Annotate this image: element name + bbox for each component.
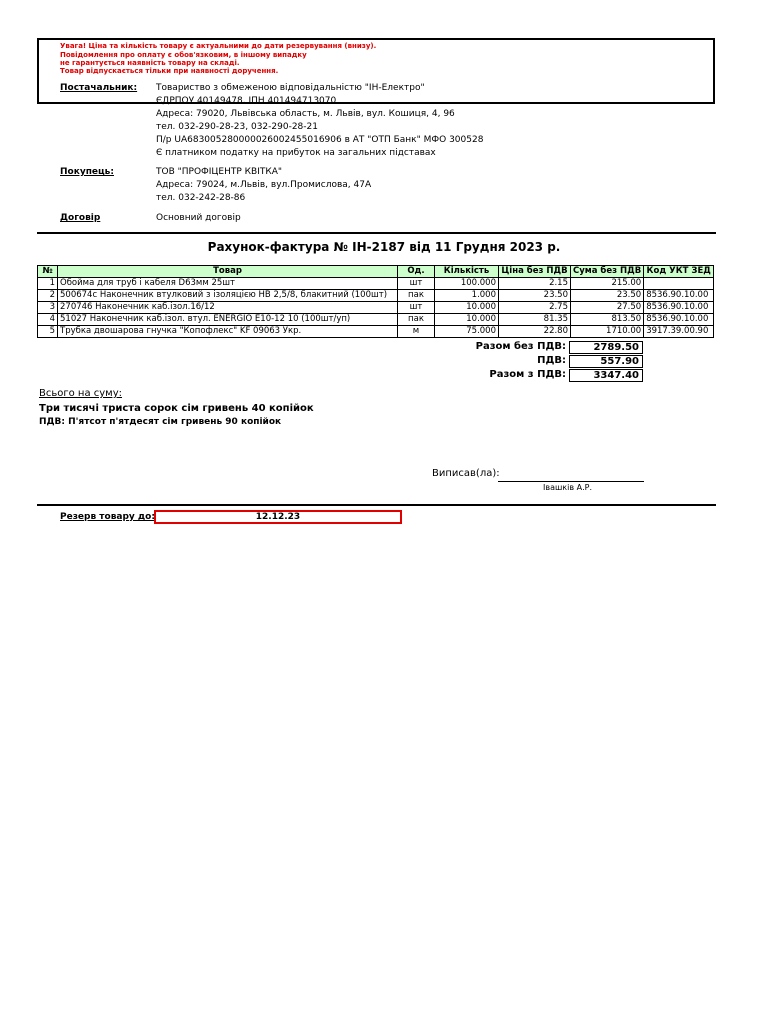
- table-header-row: [38, 266, 714, 278]
- sum-words-total: Три тисячі триста сорок сім гривень 40 копійок: [39, 403, 314, 414]
- supplier-line: Є платником податку на прибуток на загальних підставах: [156, 148, 436, 158]
- col-header-unit: Од.: [398, 266, 435, 278]
- divider: [37, 232, 716, 234]
- row-price: 81.35: [499, 314, 571, 326]
- row-unit: м: [398, 326, 435, 338]
- row-unit: пак: [398, 314, 435, 326]
- signature-line: [498, 481, 644, 482]
- col-header-number: №: [38, 266, 58, 278]
- vat-value: 557.90: [569, 355, 643, 368]
- total-without-vat-value: 2789.50: [569, 341, 643, 354]
- items-table: [37, 265, 714, 338]
- reserve-date: 12.12.23: [154, 510, 402, 524]
- row-number: 4: [38, 314, 58, 326]
- row-product: Обойма для труб і кабеля D63мм 25шт: [58, 278, 398, 290]
- col-header-product: Товар: [58, 266, 398, 278]
- table-row: [38, 302, 714, 314]
- warning-line: Товар відпускається тільки при наявності доручення.: [60, 67, 279, 75]
- col-header-quantity: Кількість: [435, 266, 499, 278]
- table-row: [38, 326, 714, 338]
- contract-value: Основний договір: [156, 213, 241, 223]
- total-with-vat-label: Разом з ПДВ:: [489, 369, 566, 380]
- total-without-vat-label: Разом без ПДВ:: [475, 341, 566, 352]
- sum-words-label: Всього на суму:: [39, 388, 123, 399]
- row-sum: 813.50: [571, 314, 644, 326]
- buyer-line: тел. 032-242-28-86: [156, 193, 246, 203]
- buyer-line: ТОВ "ПРОФІЦЕНТР КВІТКА": [156, 167, 283, 177]
- reserve-label: Резерв товару до:: [60, 512, 155, 522]
- row-number: 1: [38, 278, 58, 290]
- row-sum: 23.50: [571, 290, 644, 302]
- row-quantity: 75.000: [435, 326, 499, 338]
- row-product: 270746 Наконечник каб.ізол.16/12: [58, 302, 398, 314]
- supplier-line: тел. 032-290-28-23, 032-290-28-21: [156, 122, 318, 132]
- col-header-sum: Сума без ПДВ: [571, 266, 644, 278]
- supplier-line: П/р UA683005280000026002455016906 в АТ "ОТП Банк" МФО 300528: [156, 135, 484, 145]
- row-number: 3: [38, 302, 58, 314]
- row-code: 3917.39.00.90: [644, 326, 714, 338]
- table-row: [38, 290, 714, 302]
- contract-label: Договір: [60, 213, 101, 223]
- col-header-price: Ціна без ПДВ: [499, 266, 571, 278]
- supplier-line: Адреса: 79020, Львівська область, м. Львів, вул. Кошиця, 4, 96: [156, 109, 455, 119]
- supplier-line: ЄДРПОУ 40149478, ІПН 401494713070: [156, 96, 337, 106]
- row-code: 8536.90.10.00: [644, 302, 714, 314]
- row-unit: шт: [398, 278, 435, 290]
- divider: [37, 504, 716, 506]
- signature-label: Виписав(ла):: [432, 468, 500, 479]
- row-quantity: 1.000: [435, 290, 499, 302]
- row-price: 2.75: [499, 302, 571, 314]
- row-number: 5: [38, 326, 58, 338]
- row-price: 22.80: [499, 326, 571, 338]
- row-number: 2: [38, 290, 58, 302]
- row-code: 8536.90.10.00: [644, 314, 714, 326]
- row-price: 23.50: [499, 290, 571, 302]
- row-code: [644, 278, 714, 290]
- row-code: 8536.90.10.00: [644, 290, 714, 302]
- row-product: 500674с Наконечник втулковий з ізоляцією НВ 2,5/8, блакитний (100шт): [58, 290, 398, 302]
- row-quantity: 10.000: [435, 314, 499, 326]
- supplier-line: Товариство з обмеженою відповідальністю "ІН-Електро": [156, 83, 425, 93]
- warning-line: не гарантується наявність товару на складі.: [60, 59, 240, 67]
- warning-line: Увага! Ціна та кількість товару є актуальними до дати резервування (внизу).: [60, 42, 377, 50]
- row-product: Трубка двошарова гнучка "Копофлекс" KF 09063 Укр.: [58, 326, 398, 338]
- table-row: [38, 314, 714, 326]
- row-product: 51027 Наконечник каб.ізол. втул. ENERGIO E10-12 10 (100шт/уп): [58, 314, 398, 326]
- buyer-label: Покупець:: [60, 167, 114, 177]
- row-sum: 215.00: [571, 278, 644, 290]
- total-with-vat-value: 3347.40: [569, 369, 643, 382]
- row-unit: пак: [398, 290, 435, 302]
- sum-words-vat: ПДВ: П'ятсот п'ятдесят сім гривень 90 копійок: [39, 417, 282, 427]
- table-row: [38, 278, 714, 290]
- col-header-code: Код УКТ ЗЕД: [644, 266, 714, 278]
- supplier-details: [156, 83, 483, 161]
- warning-line: Повідомлення про оплату є обов'язковим, в іншому випадку: [60, 51, 307, 59]
- row-sum: 1710.00: [571, 326, 644, 338]
- supplier-label: Постачальник:: [60, 83, 138, 93]
- invoice-title: Рахунок-фактура № ІН-2187 від 11 Грудня 2023 р.: [207, 240, 561, 254]
- row-unit: шт: [398, 302, 435, 314]
- signature-name: Івашків А.Р.: [543, 483, 592, 492]
- row-quantity: 100.000: [435, 278, 499, 290]
- row-price: 2.15: [499, 278, 571, 290]
- buyer-line: Адреса: 79024, м.Львів, вул.Промислова, 47А: [156, 180, 372, 190]
- buyer-details: [156, 167, 371, 206]
- vat-label: ПДВ:: [537, 355, 566, 366]
- row-sum: 27.50: [571, 302, 644, 314]
- row-quantity: 10.000: [435, 302, 499, 314]
